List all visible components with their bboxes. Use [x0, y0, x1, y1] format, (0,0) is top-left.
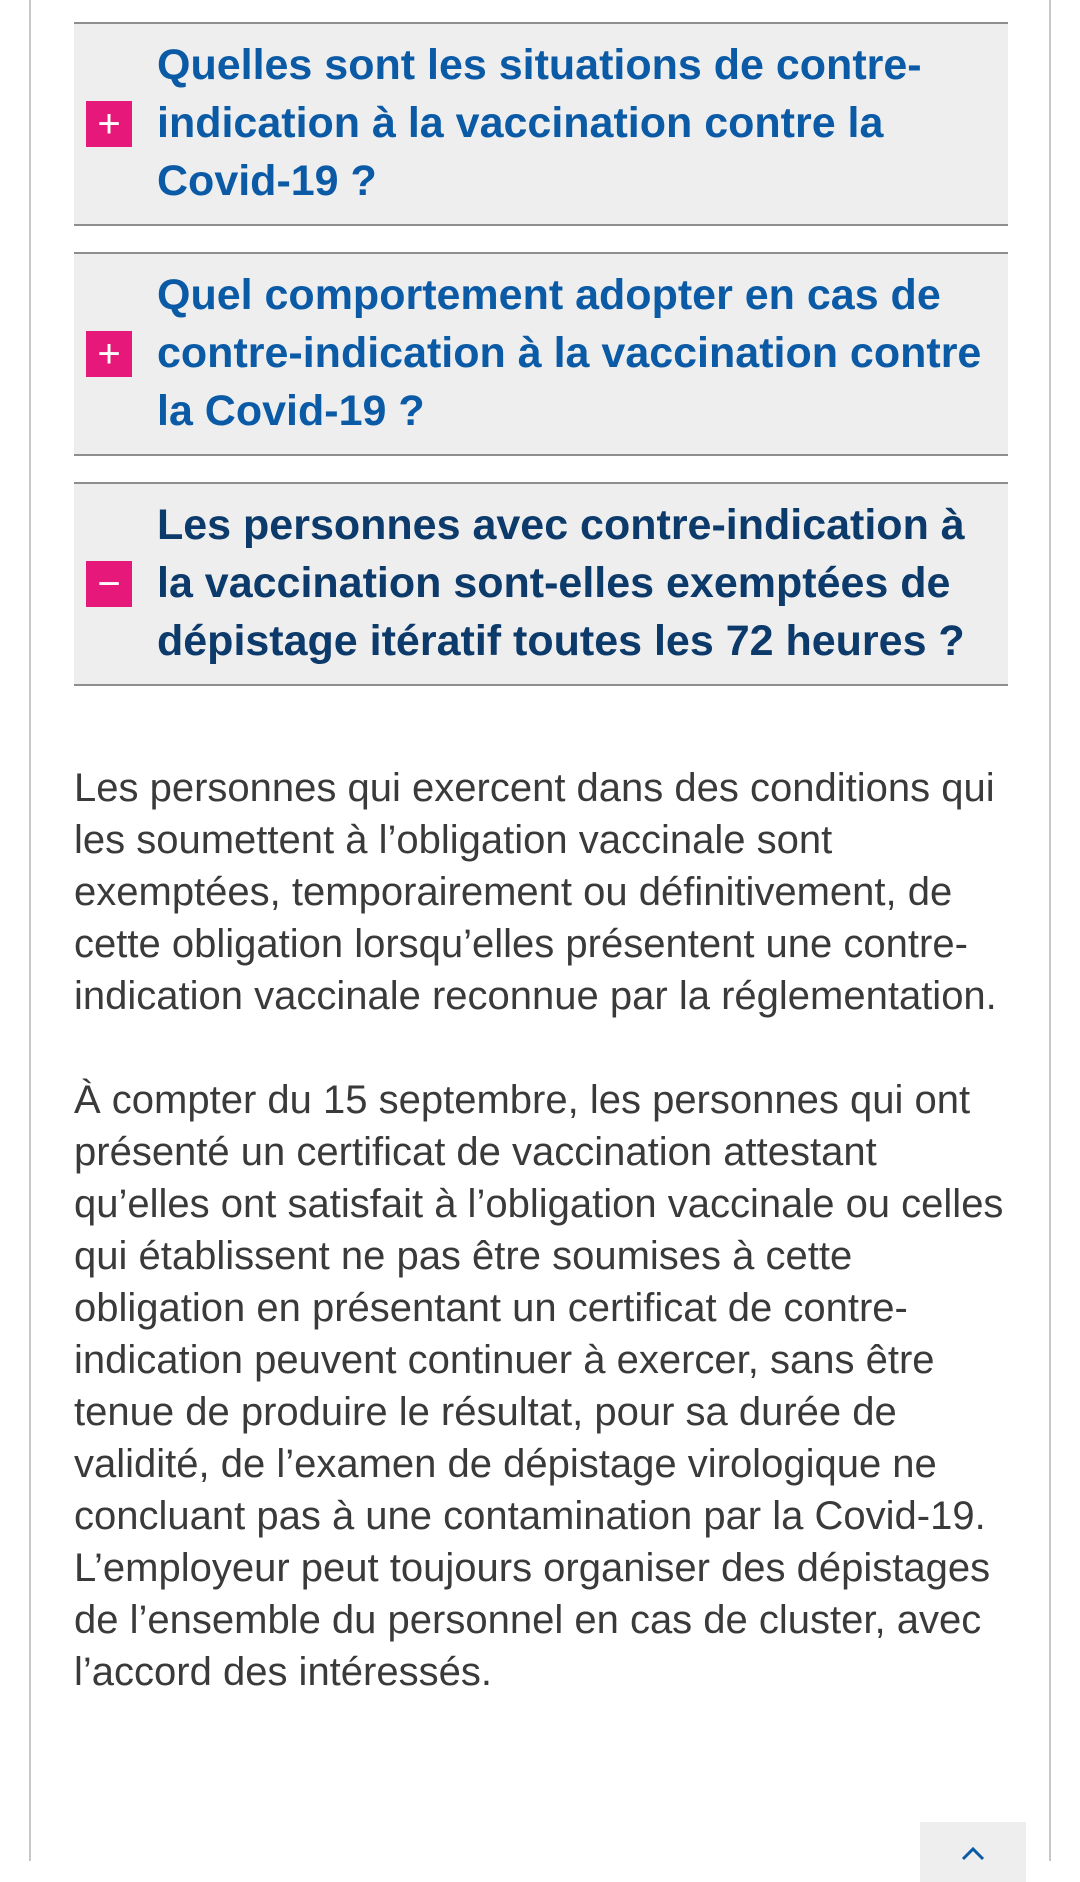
faq-question-title[interactable]: Les personnes avec contre-indication à la vaccination sont-elles exemptées de dépistage itératif toutes les 72 heures ?	[157, 501, 965, 665]
plus-icon[interactable]: +	[86, 331, 132, 377]
chevron-up-icon	[960, 1846, 986, 1862]
faq-accordion	[74, 22, 1008, 686]
answer-paragraph: Les personnes qui exercent dans des conditions qui les soumettent à l’obligation vaccinale sont exemptées, temporairement ou définitivement, de cette obligation lorsqu’elles présentent une contre-indication vaccinale reconnue par la réglementation.	[74, 766, 997, 1018]
faq-question-title[interactable]: Quel comportement adopter en cas de contre-indication à la vaccination contre la Covid-19 ?	[157, 271, 982, 435]
faq-item-contre-indication-situations[interactable]	[74, 22, 1008, 226]
faq-item-comportement[interactable]	[74, 252, 1008, 456]
minus-icon[interactable]: −	[86, 561, 132, 607]
faq-question-title[interactable]: Quelles sont les situations de contre-indication à la vaccination contre la Covid-19 ?	[157, 41, 922, 205]
plus-icon[interactable]: +	[86, 101, 132, 147]
back-to-top-button[interactable]	[920, 1822, 1026, 1882]
faq-item-exemption-depistage[interactable]	[74, 482, 1008, 686]
answer-paragraph: À compter du 15 septembre, les personnes qui ont présenté un certificat de vaccination attestant qu’elles ont satisfait à l’obligation vaccinale ou celles qui établissent ne pas être soumises à cette obligation en présentant un certificat de contre-indication peuvent continuer à exercer, sans être tenue de produire le résultat, pour sa durée de validité, de l’examen de dépistage virologique ne concluant pas à une contamination par la Covid-19. L’employeur peut toujours organiser des dépistages de l’ensemble du personnel en cas de cluster, avec l’accord des intéressés.	[74, 1078, 1004, 1694]
faq-answer-panel	[74, 762, 1008, 1698]
